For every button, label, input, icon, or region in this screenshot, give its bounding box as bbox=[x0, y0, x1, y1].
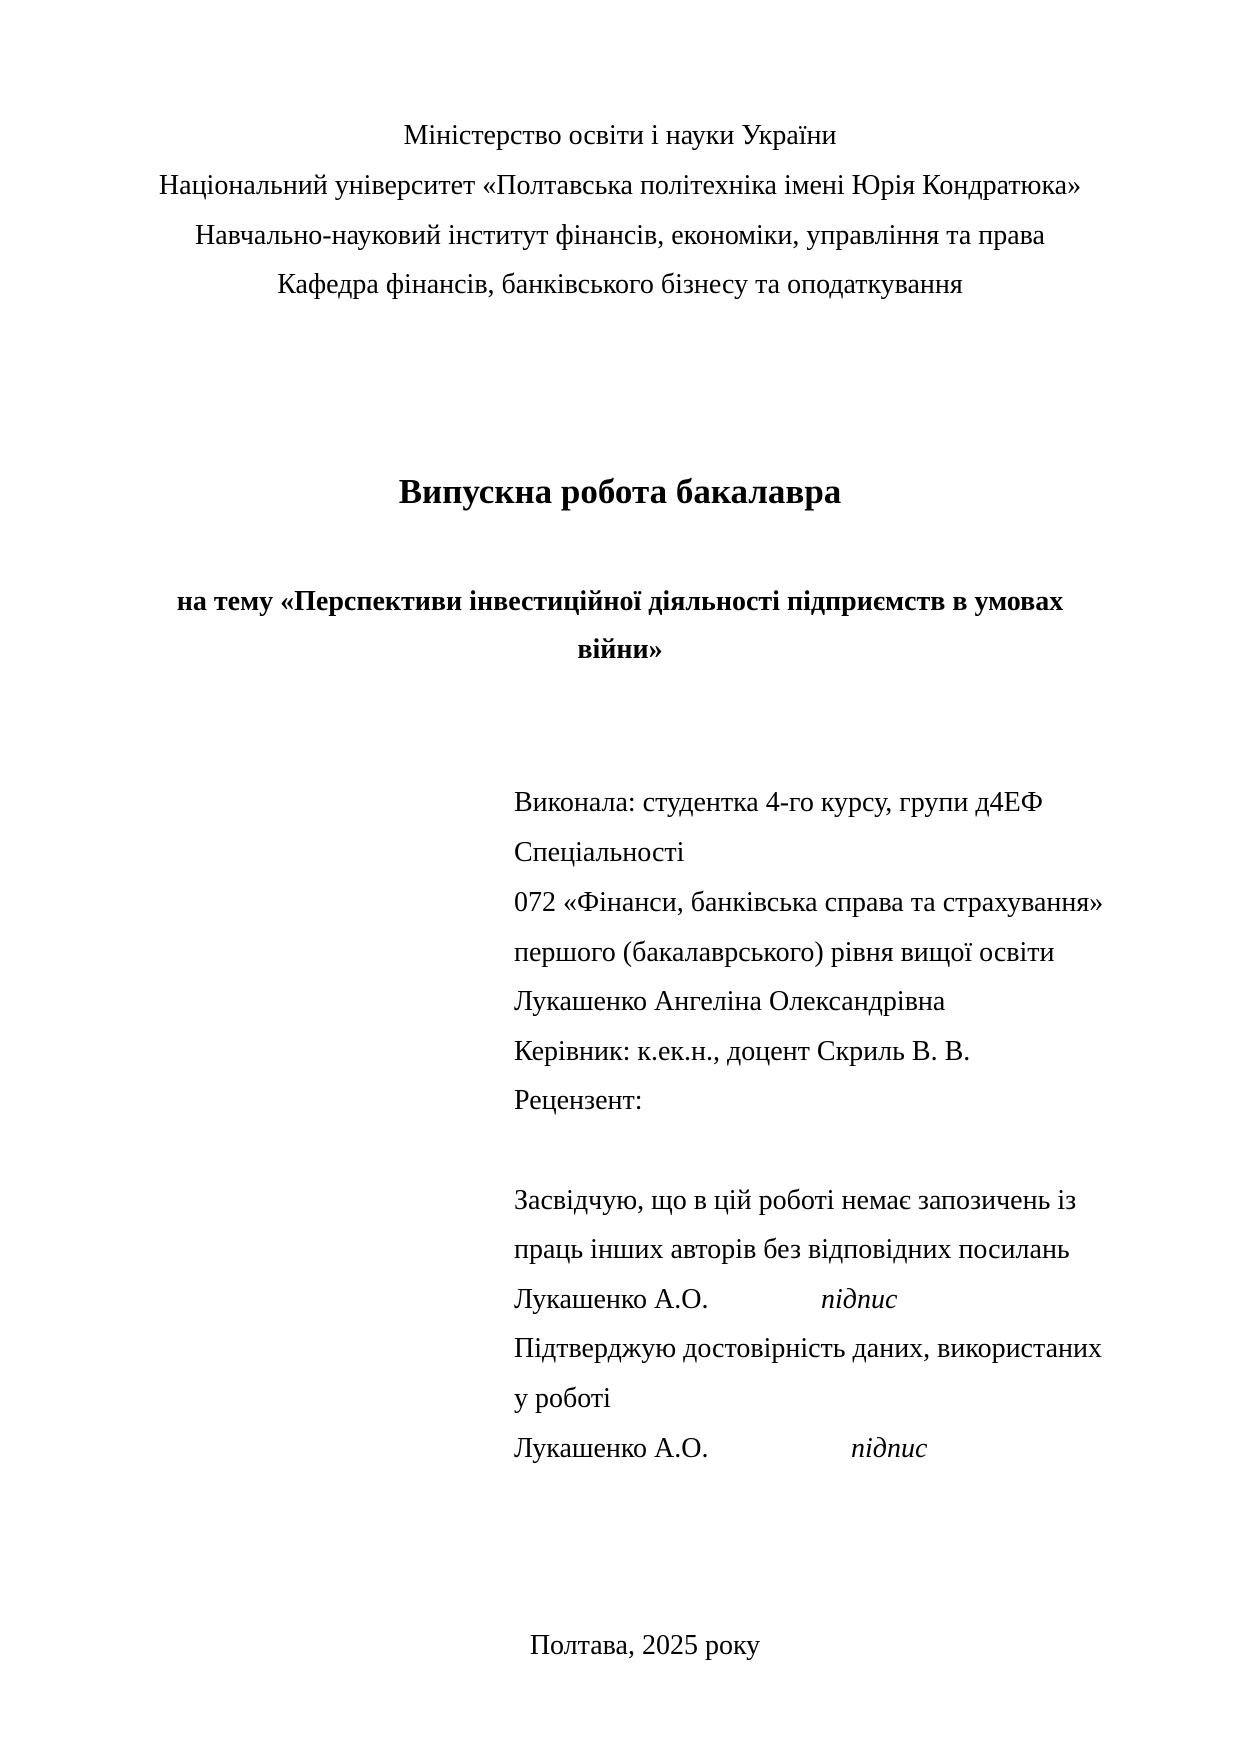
topic-line-2: війни» bbox=[577, 634, 663, 665]
reviewer: Рецензент: bbox=[514, 1085, 643, 1116]
work-title: Випускна робота бакалавра bbox=[398, 472, 842, 511]
originality-statement-line-2: праць інших авторів без відповідних посилань bbox=[514, 1234, 1070, 1265]
topic-line-1: на тему «Перспективи інвестиційної діяльності підприємств в умовах bbox=[176, 586, 1064, 617]
institute-line: Навчально-науковий інститут фінансів, економіки, управління та права bbox=[195, 220, 1045, 251]
performed-by: Виконала: студентка 4-го курсу, групи д4ЕФ bbox=[514, 787, 1043, 818]
data-signature: підпис bbox=[851, 1433, 928, 1464]
specialty: 072 «Фінанси, банківська справа та страхування» bbox=[514, 887, 1104, 918]
originality-name: Лукашенко А.О. bbox=[514, 1284, 709, 1315]
data-statement-line-1: Підтверджую достовірність даних, використаних bbox=[514, 1333, 1102, 1364]
department-line: Кафедра фінансів, банківського бізнесу та оподаткування bbox=[277, 269, 963, 300]
specialty-label: Спеціальності bbox=[514, 837, 685, 868]
university-line: Національний університет «Полтавська політехніка імені Юрія Кондратюка» bbox=[158, 170, 1082, 201]
ministry-line: Міністерство освіти і науки України bbox=[403, 120, 837, 151]
education-level: першого (бакалаврського) рівня вищої освіти bbox=[514, 937, 1055, 968]
city-year: Полтава, 2025 року bbox=[529, 1630, 761, 1661]
originality-statement-line-1: Засвідчую, що в цій роботі немає запозичень із bbox=[514, 1185, 1077, 1216]
supervisor: Керівник: к.ек.н., доцент Скриль В. В. bbox=[514, 1036, 971, 1067]
data-statement-line-2: у роботі bbox=[514, 1383, 611, 1414]
data-name: Лукашенко А.О. bbox=[514, 1433, 709, 1464]
originality-signature: підпис bbox=[821, 1284, 898, 1315]
student-name: Лукашенко Ангеліна Олександрівна bbox=[514, 986, 946, 1017]
